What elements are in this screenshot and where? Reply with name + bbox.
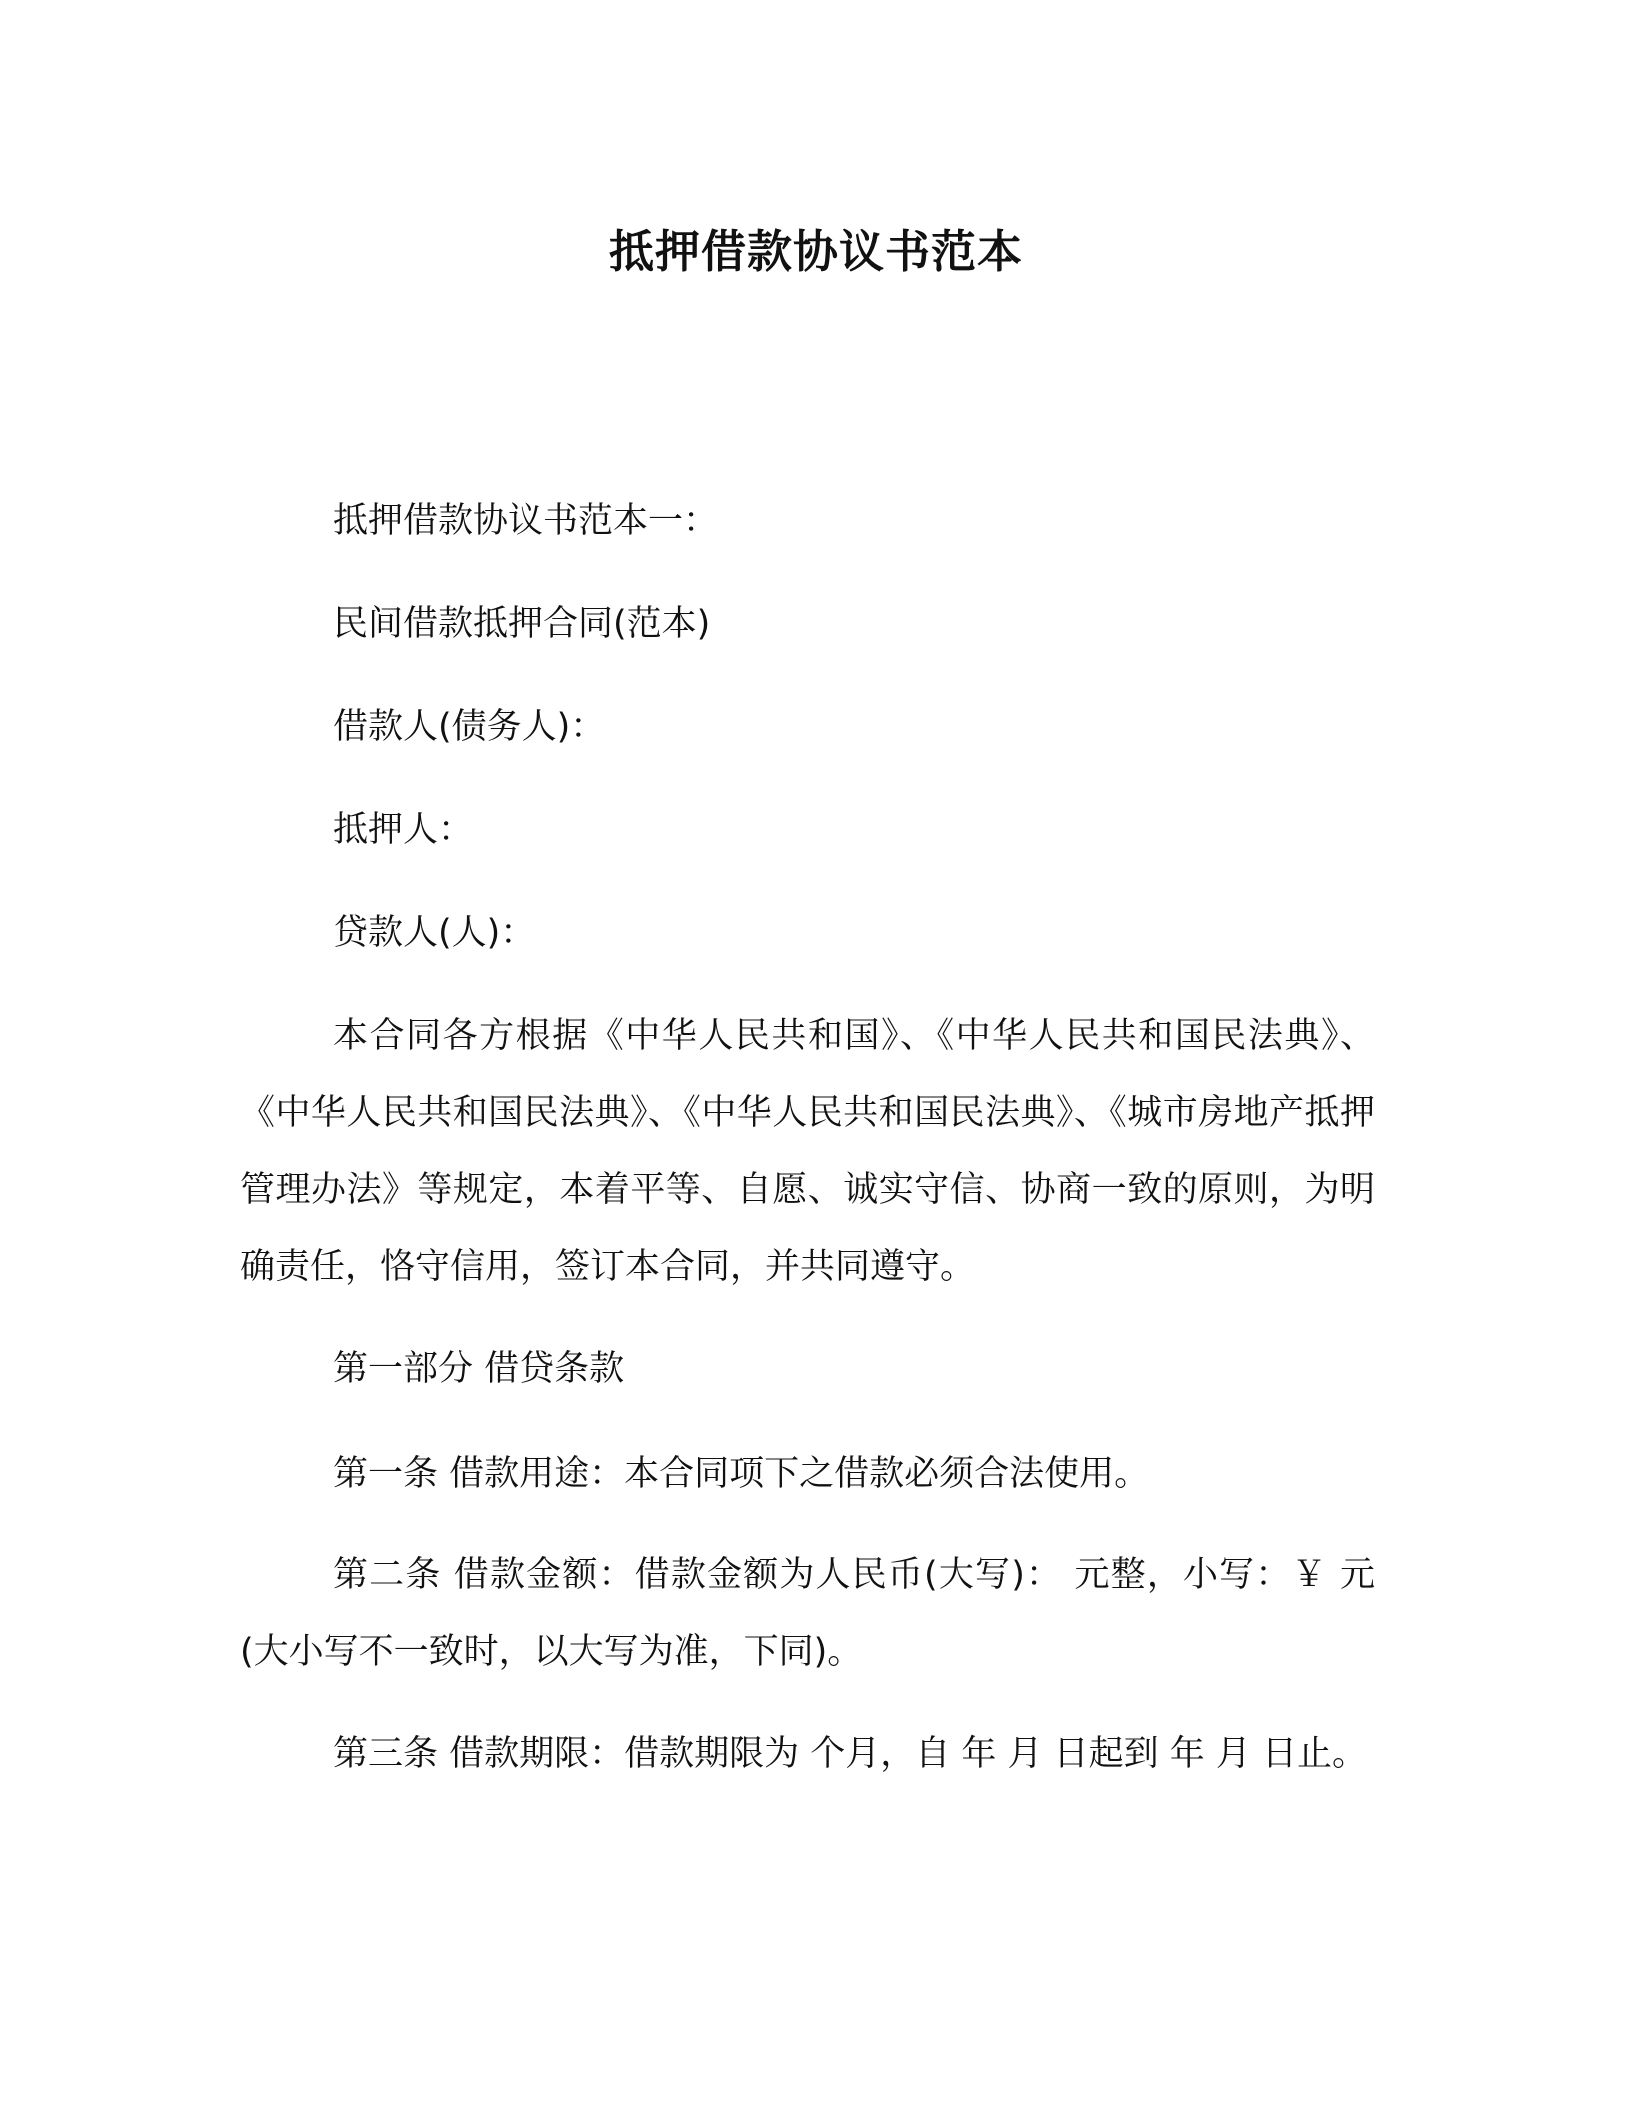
article-1: 第一条 借款用途：本合同项下之借款必须合法使用。 — [333, 1454, 1150, 1494]
mortgagor-line: 抵押人： — [333, 810, 474, 850]
document-title: 抵押借款协议书范本 — [608, 225, 1023, 278]
article-3: 第三条 借款期限：借款期限为 个月，自 年 月 日起到 年 月 日止。 — [333, 1734, 1368, 1774]
article-2: 第二条 借款金额：借款金额为人民币(大写)： 元整，小写：￥ 元(大小写不一致时，以大写为准，下同)。 — [240, 1555, 1375, 1672]
contract-name: 民间借款抵押合同(范本) — [333, 604, 711, 644]
sample-heading: 抵押借款协议书范本一： — [333, 501, 719, 541]
part-one-heading: 第一部分 借贷条款 — [333, 1349, 625, 1389]
preamble-paragraph: 本合同各方根据《中华人民共和国》、《中华人民共和国民法典》、《中华人民共和国民法典》、《中华人民共和国民法典》、《城市房地产抵押管理办法》等规定，本着平等、自愿、诚实守信、协商一致的原则，为明确责任，恪守信用，签订本合同，并共同遵守。 — [240, 1016, 1375, 1287]
borrower-line: 借款人(债务人)： — [333, 707, 606, 747]
lender-line: 贷款人(人)： — [333, 913, 536, 953]
